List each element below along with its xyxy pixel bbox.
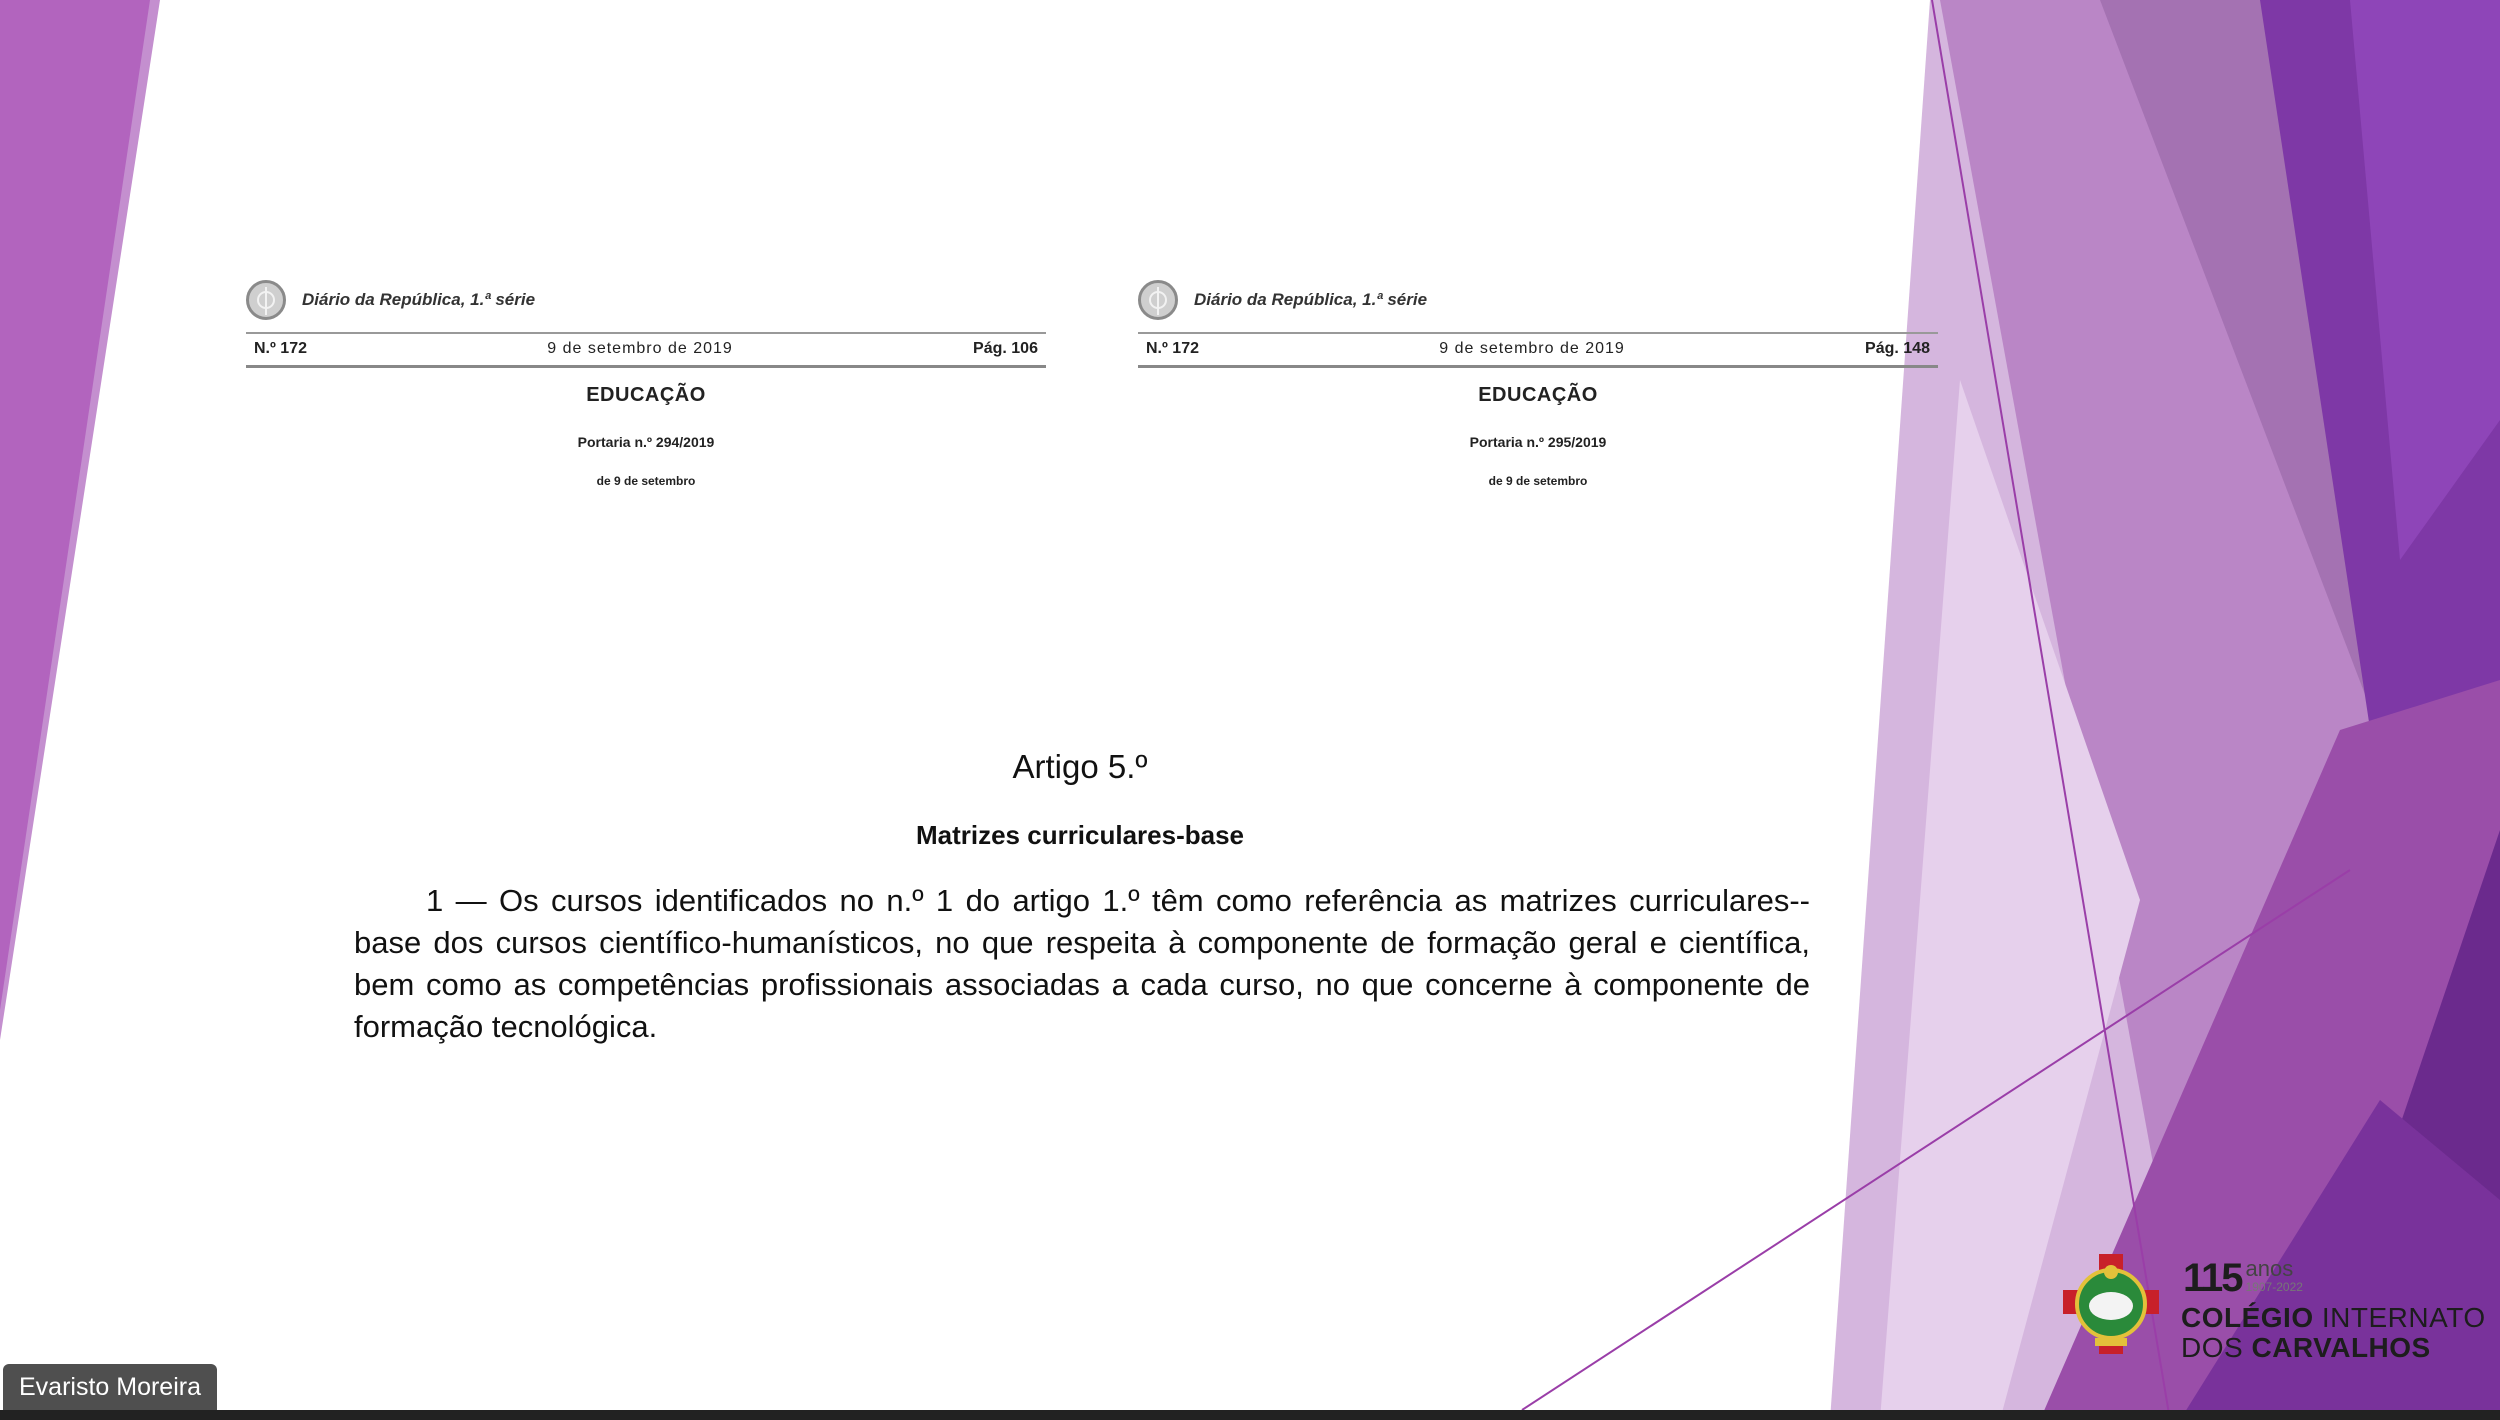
page-number: Pág. 148 <box>1865 340 1930 357</box>
diario-masthead <box>246 276 535 324</box>
issue-date: 9 de setembro de 2019 <box>1439 340 1625 357</box>
publication-title: Diário da República, 1.ª série <box>302 290 536 309</box>
anniversary-caption <box>2246 1258 2303 1294</box>
portaria-date: de 9 de setembro <box>1488 474 1588 488</box>
republic-emblem-icon <box>246 280 286 320</box>
school-name-part: INTERNATO <box>2313 1302 2486 1333</box>
article-body: 1 — Os cursos identificados no n.º 1 do artigo 1.º têm como referência as matrizes curriculares--base dos cursos científico-humanísticos, no que respeita à componente de formação geral e científica, bem como as competências profissionais associadas a cada curso, no que concerne à componente de formação tecnológica. <box>354 883 1810 1044</box>
portaria-date: de 9 de setembro <box>596 474 696 488</box>
school-logo <box>2055 1250 2486 1363</box>
issue-meta-row <box>254 337 1038 361</box>
divider <box>246 365 1046 368</box>
publication-title: Diário da República, 1.ª série <box>1194 290 1428 309</box>
issue-number: N.º 172 <box>254 340 307 357</box>
school-name-line2 <box>2181 1332 2431 1364</box>
divider <box>1138 365 1938 368</box>
diario-masthead <box>1138 276 1427 324</box>
portaria-number: Portaria n.º 294/2019 <box>577 434 715 450</box>
anniversary-number: 115 <box>2183 1256 2242 1300</box>
participant-name-label: Evaristo Moreira <box>3 1364 217 1410</box>
window-bottom-bar <box>0 1410 2500 1420</box>
section-heading: EDUCAÇÃO <box>586 384 706 406</box>
diario-header-right <box>1138 276 1938 506</box>
anniversary-word: anos <box>2245 1256 2294 1281</box>
issue-number: N.º 172 <box>1146 340 1199 357</box>
page-number: Pág. 106 <box>973 340 1038 357</box>
article-subtitle: Matrizes curriculares-base <box>915 820 1245 850</box>
school-crest-icon <box>2055 1250 2167 1360</box>
school-name-part: DOS <box>2181 1332 2252 1363</box>
republic-emblem-icon <box>1138 280 1178 320</box>
divider <box>1138 332 1938 334</box>
divider <box>246 332 1046 334</box>
diario-header-left <box>246 276 1046 506</box>
school-name-part: COLÉGIO <box>2181 1302 2314 1333</box>
issue-meta-row <box>1146 337 1930 361</box>
anniversary-mark <box>2183 1258 2303 1298</box>
school-name-part: CARVALHOS <box>2251 1332 2431 1363</box>
portaria-number: Portaria n.º 295/2019 <box>1469 434 1607 450</box>
anniversary-range: 1907-2022 <box>2245 1280 2303 1294</box>
article-title: Artigo 5.º <box>1012 748 1148 785</box>
school-name-line1 <box>2181 1302 2486 1334</box>
issue-date: 9 de setembro de 2019 <box>547 340 733 357</box>
section-heading: EDUCAÇÃO <box>1478 384 1598 406</box>
